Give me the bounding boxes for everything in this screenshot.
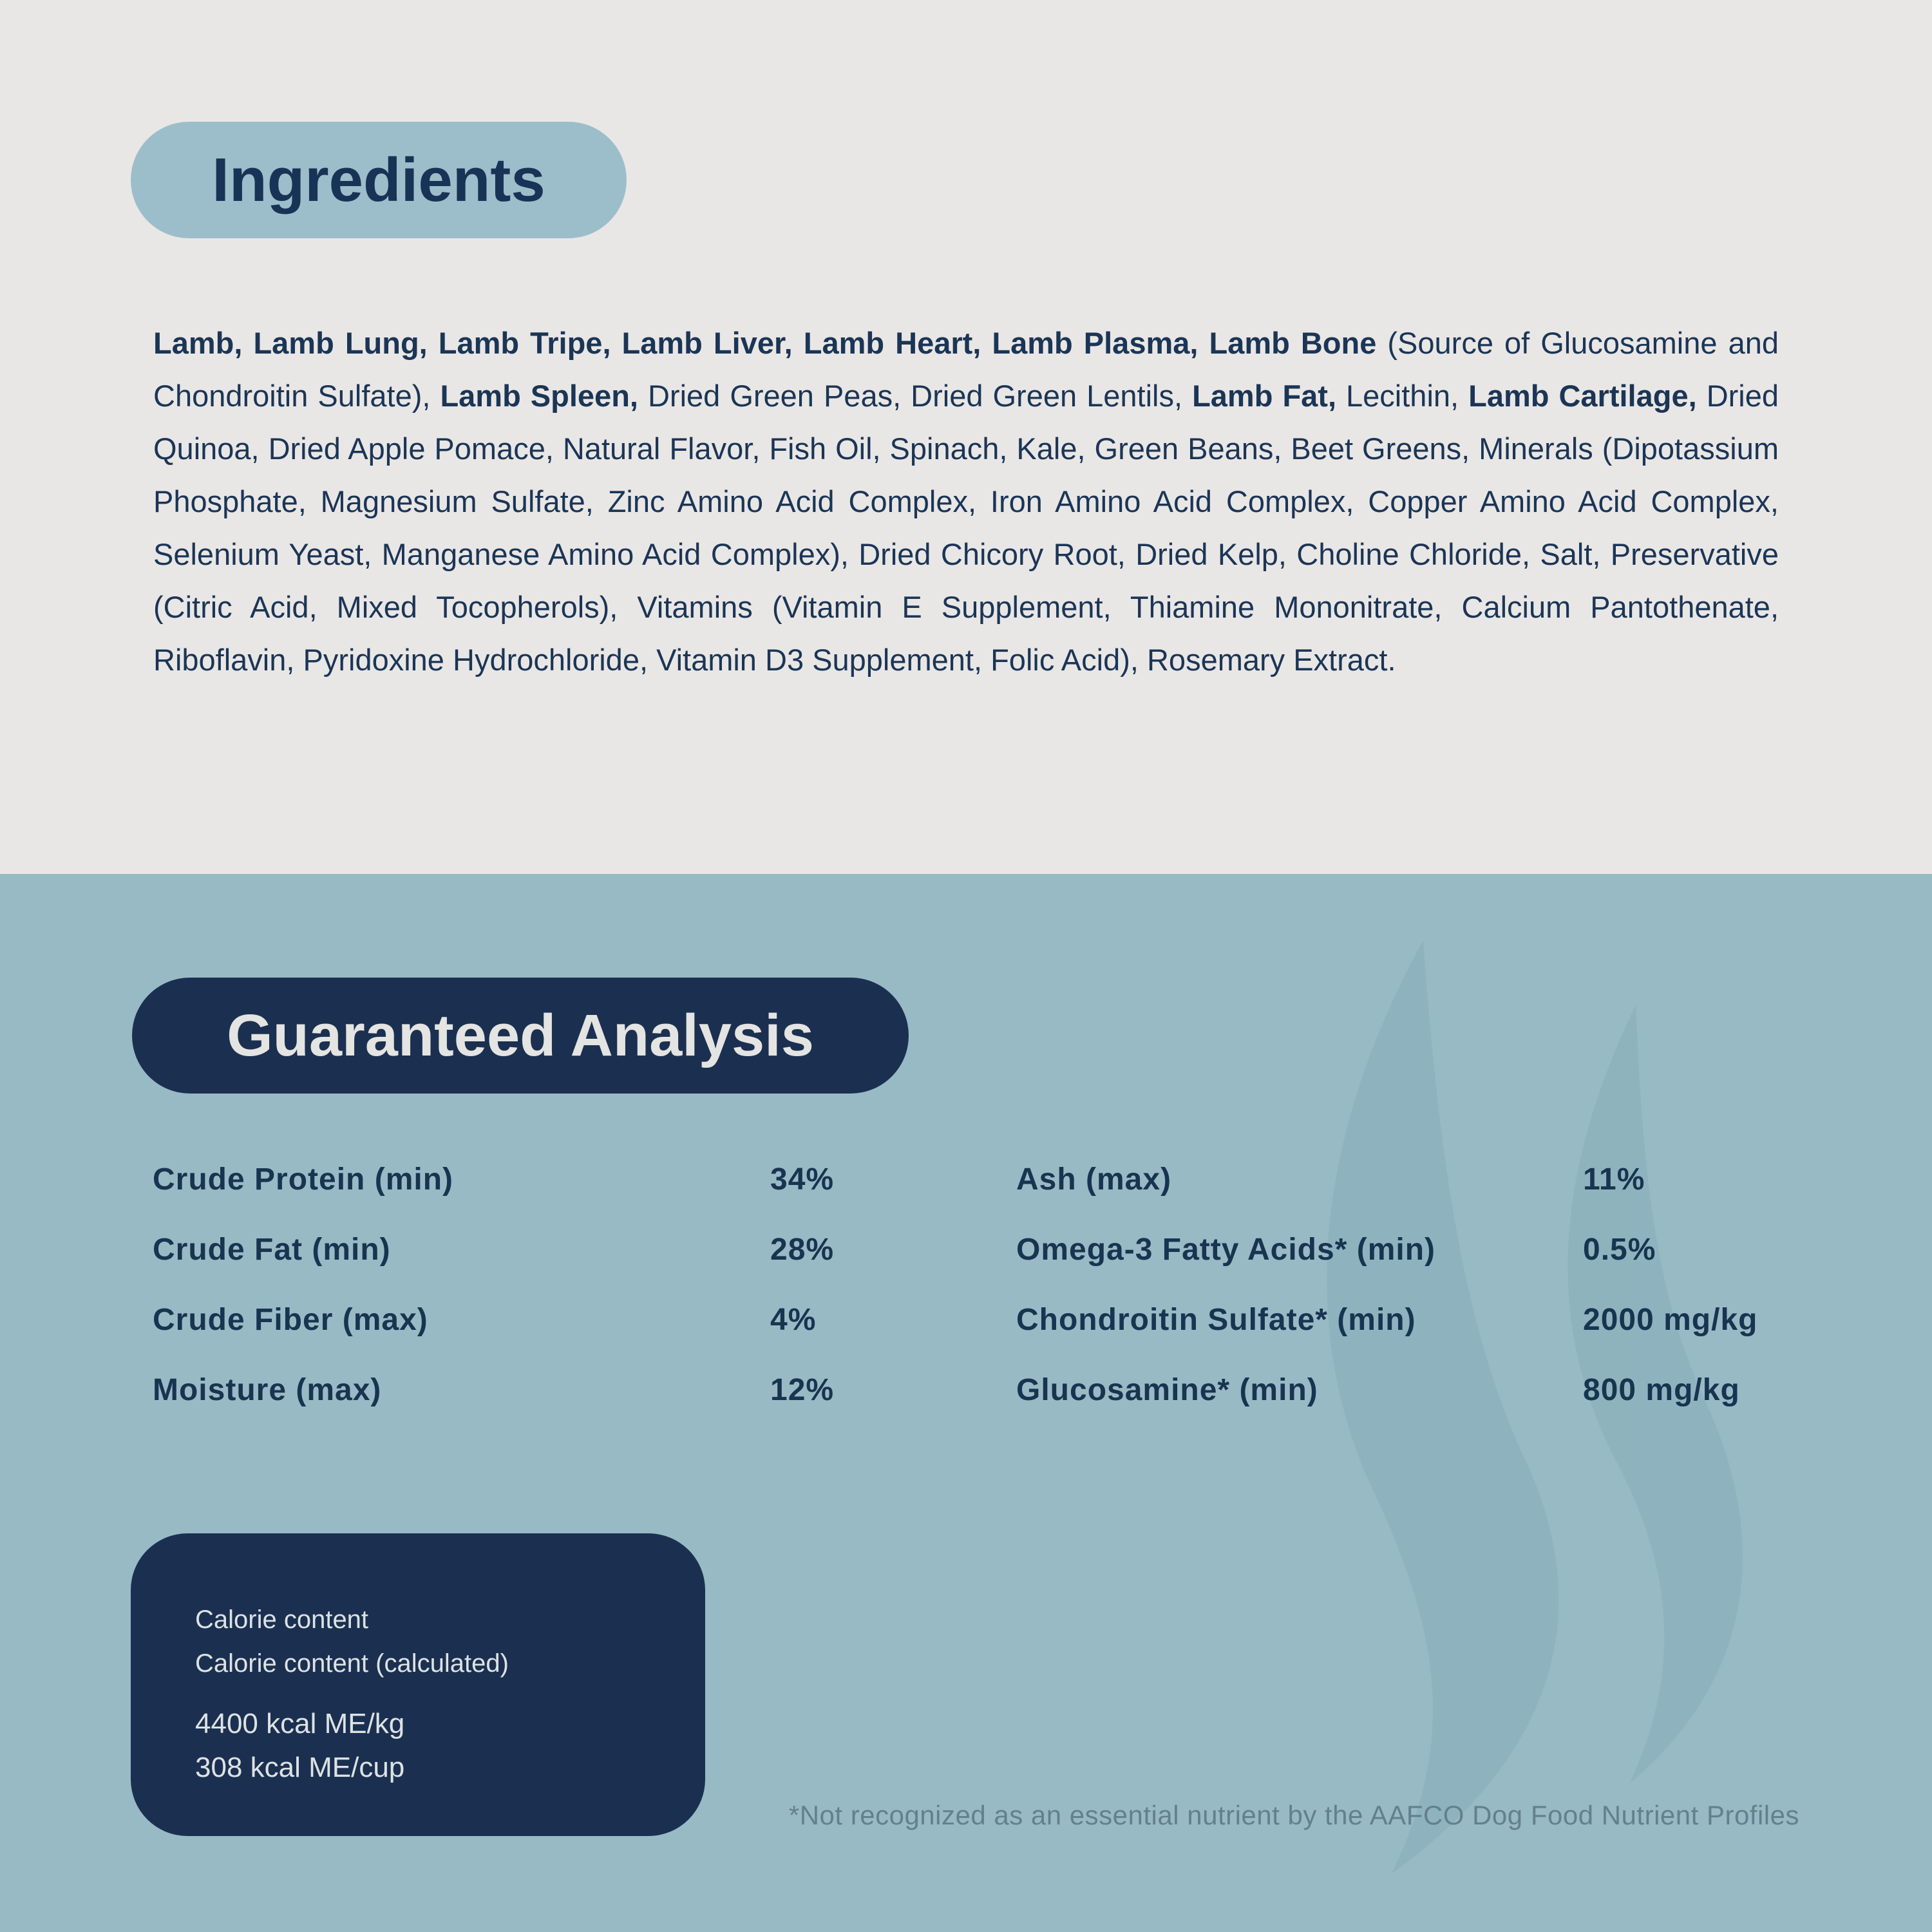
guaranteed-analysis-row xyxy=(153,1374,1792,1444)
analysis-label: Crude Protein (min) xyxy=(153,1162,454,1197)
analysis-label: Glucosamine* (min) xyxy=(1016,1373,1318,1407)
analysis-value: 34% xyxy=(770,1162,835,1197)
ingredient-segment: Dried Green Peas, Dried Green Lentils, xyxy=(638,379,1193,413)
calorie-kcal-per-kg: 4400 kcal ME/kg xyxy=(195,1708,405,1739)
ingredient-segment: Lamb, Lamb Lung, Lamb Tripe, Lamb Liver, Lamb Heart, Lamb Plasma, Lamb Bone xyxy=(153,326,1377,360)
analysis-value: 4% xyxy=(770,1303,817,1337)
ingredients-section xyxy=(0,0,1932,874)
analysis-label: Ash (max) xyxy=(1016,1162,1172,1197)
ingredient-segment: Lamb Fat, xyxy=(1192,379,1337,413)
ingredients-title: Ingredients xyxy=(212,145,545,214)
calorie-content-values xyxy=(195,1702,679,1790)
guaranteed-analysis-row xyxy=(153,1233,1792,1303)
guaranteed-analysis-table xyxy=(153,1163,1792,1444)
analysis-label: Moisture (max) xyxy=(153,1373,382,1407)
ingredient-segment: Lamb Cartilage, xyxy=(1468,379,1697,413)
guaranteed-analysis-section xyxy=(0,874,1932,1932)
calorie-content-labels xyxy=(195,1598,679,1685)
analysis-value: 0.5% xyxy=(1583,1233,1656,1267)
ingredients-heading-pill xyxy=(131,122,627,238)
guaranteed-analysis-title: Guaranteed Analysis xyxy=(227,1002,814,1068)
analysis-label: Chondroitin Sulfate* (min) xyxy=(1016,1303,1416,1337)
analysis-label: Crude Fat (min) xyxy=(153,1233,391,1267)
guaranteed-analysis-heading-pill xyxy=(132,978,909,1094)
calorie-content-box xyxy=(131,1533,705,1836)
ingredient-segment: Lamb Spleen, xyxy=(440,379,638,413)
analysis-value: 2000 mg/kg xyxy=(1583,1303,1758,1337)
ingredient-segment: (Source of Glucosamine and Chondroitin Sulfate), xyxy=(153,326,1779,413)
ingredients-paragraph xyxy=(153,317,1779,687)
guaranteed-analysis-row xyxy=(153,1163,1792,1233)
calorie-content-calculated-label: Calorie content (calculated) xyxy=(195,1649,509,1678)
aafco-footnote: *Not recognized as an essential nutrient by the AAFCO Dog Food Nutrient Profiles xyxy=(788,1800,1799,1830)
ingredient-segment: Lecithin, xyxy=(1336,379,1469,413)
guaranteed-analysis-row xyxy=(153,1303,1792,1374)
analysis-value: 800 mg/kg xyxy=(1583,1373,1740,1407)
analysis-value: 12% xyxy=(770,1373,835,1407)
analysis-value: 28% xyxy=(770,1233,835,1267)
calorie-content-label: Calorie content xyxy=(195,1605,369,1634)
analysis-label: Omega-3 Fatty Acids* (min) xyxy=(1016,1233,1436,1267)
analysis-label: Crude Fiber (max) xyxy=(153,1303,428,1337)
analysis-value: 11% xyxy=(1583,1162,1645,1197)
calorie-kcal-per-cup: 308 kcal ME/cup xyxy=(195,1752,405,1783)
ingredient-segment: Dried Quinoa, Dried Apple Pomace, Natural Flavor, Fish Oil, Spinach, Kale, Green Beans, Beet Greens, Minerals (Dipotassium Phosphate, Magnesium Sulfate, Zinc Amino Acid Complex, Iron Amino Acid Complex, Copper Amino Acid Complex, Selenium Yeast, Manganese Amino Acid Complex), Dried Chicory Root, Dried Kelp, Choline Chloride, Salt, Preservative (Citric Acid, Mixed Tocopherols), Vitamins (Vitamin E Supplement, Thiamine Mononitrate, Calcium Pantothenate, Riboflavin, Pyridoxine Hydrochloride, Vitamin D3 Supplement, Folic Acid), Rosemary Extract. xyxy=(153,379,1779,677)
